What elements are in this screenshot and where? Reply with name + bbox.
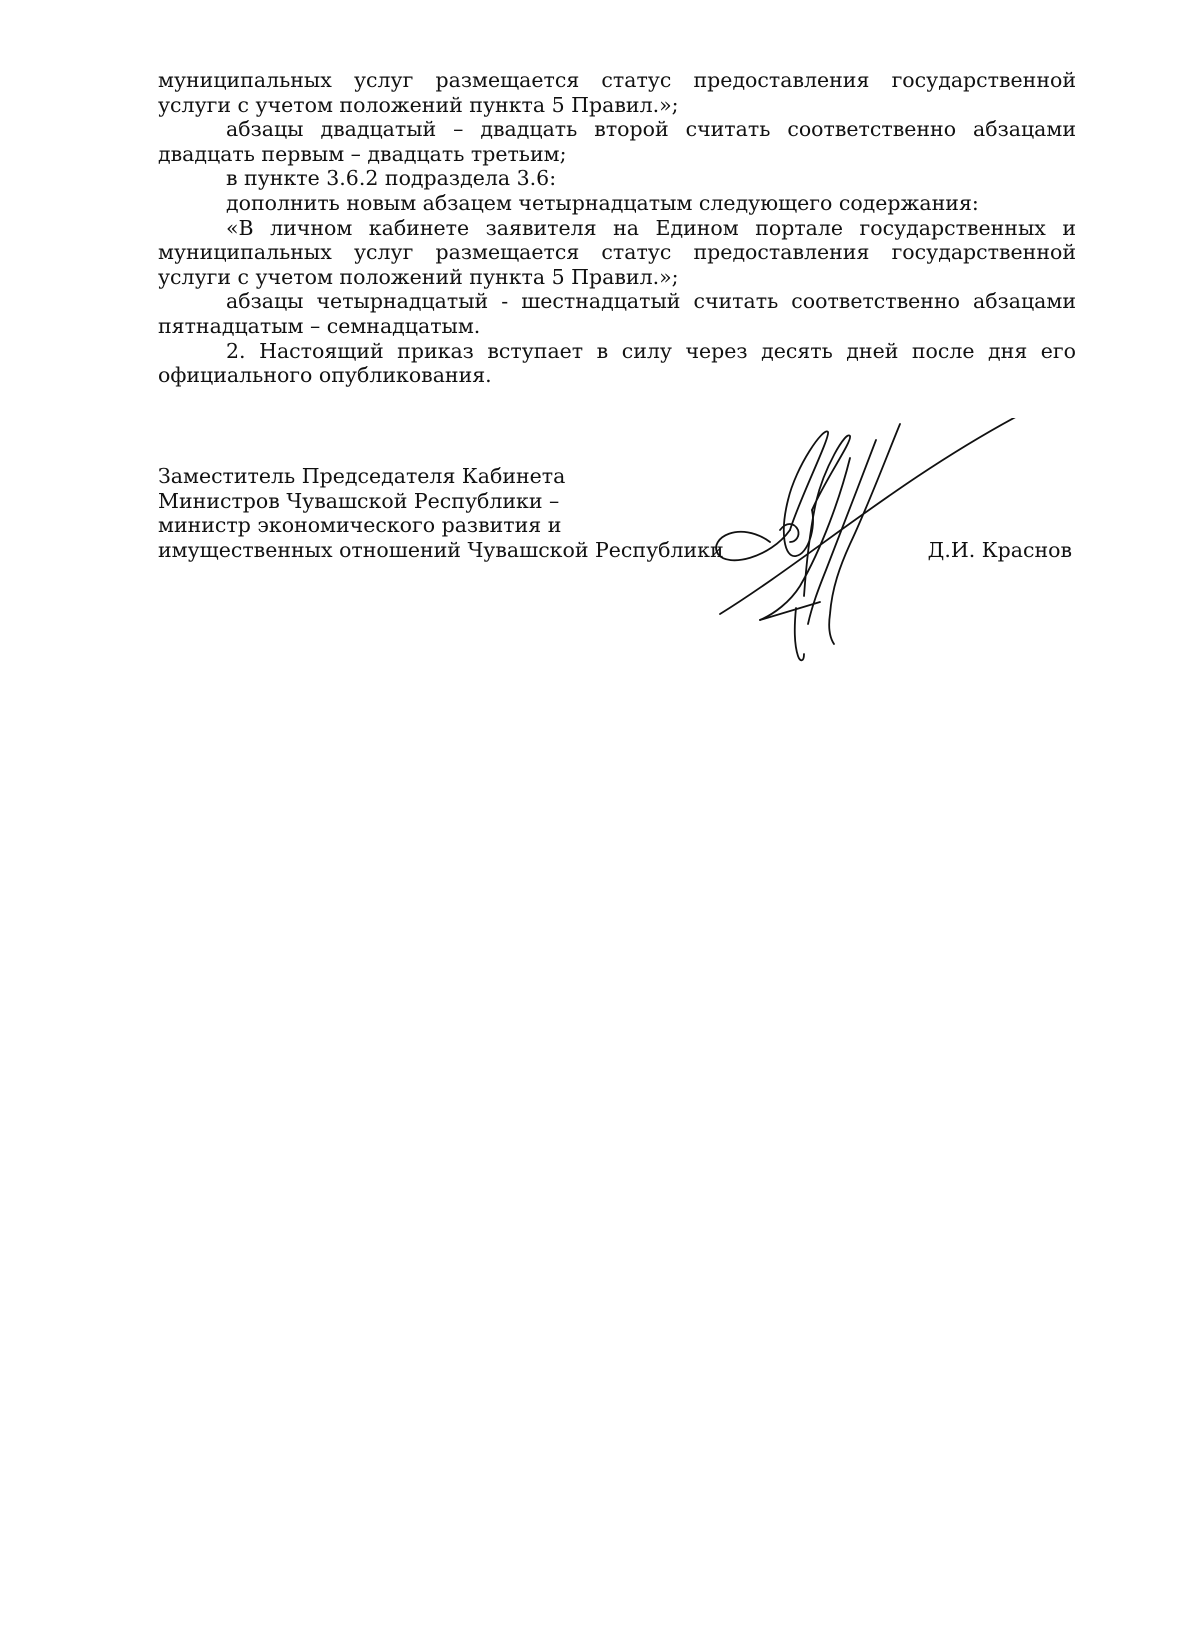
signer-title-line: Министров Чувашской Республики – <box>158 488 560 513</box>
signer-title-line: имущественных отношений Чувашской Республики <box>158 537 724 562</box>
paragraph-add-fourteenth: дополнить новым абзацем четырнадцатым следующего содержания: <box>226 190 979 215</box>
signer-name: Д.И. Краснов <box>927 537 1072 562</box>
signer-title-line: Заместитель Председателя Кабинета <box>158 464 566 488</box>
paragraph-renumber-fourteenth: абзацы четырнадцатый - шестнадцатый считать соответственно абзацами пятнадцатым – семнадцатым. <box>158 289 1076 338</box>
signer-title-line: министр экономического развития и <box>158 513 562 538</box>
paragraph-renumber-twentieth: абзацы двадцатый – двадцать второй считать соответственно абзацами двадцать первым – двадцать третьим; <box>158 117 1076 166</box>
paragraph-quoted-insert: «В личном кабинете заявителя на Едином портале государственных и муниципальных услуг размещается статус предоставления государственной услуги с учетом положений пункта 5 Правил.»; <box>158 215 1076 289</box>
document-body <box>158 68 1076 388</box>
paragraph-continuation: муниципальных услуг размещается статус предоставления государственной услуги с учетом положений пункта 5 Правил.»; <box>158 68 1076 117</box>
paragraph-effective-date: 2. Настоящий приказ вступает в силу через десять дней после дня его официального опубликования. <box>158 338 1076 388</box>
handwritten-signature <box>700 418 1030 688</box>
paragraph-clause-3-6-2: в пункте 3.6.2 подраздела 3.6: <box>226 166 557 191</box>
